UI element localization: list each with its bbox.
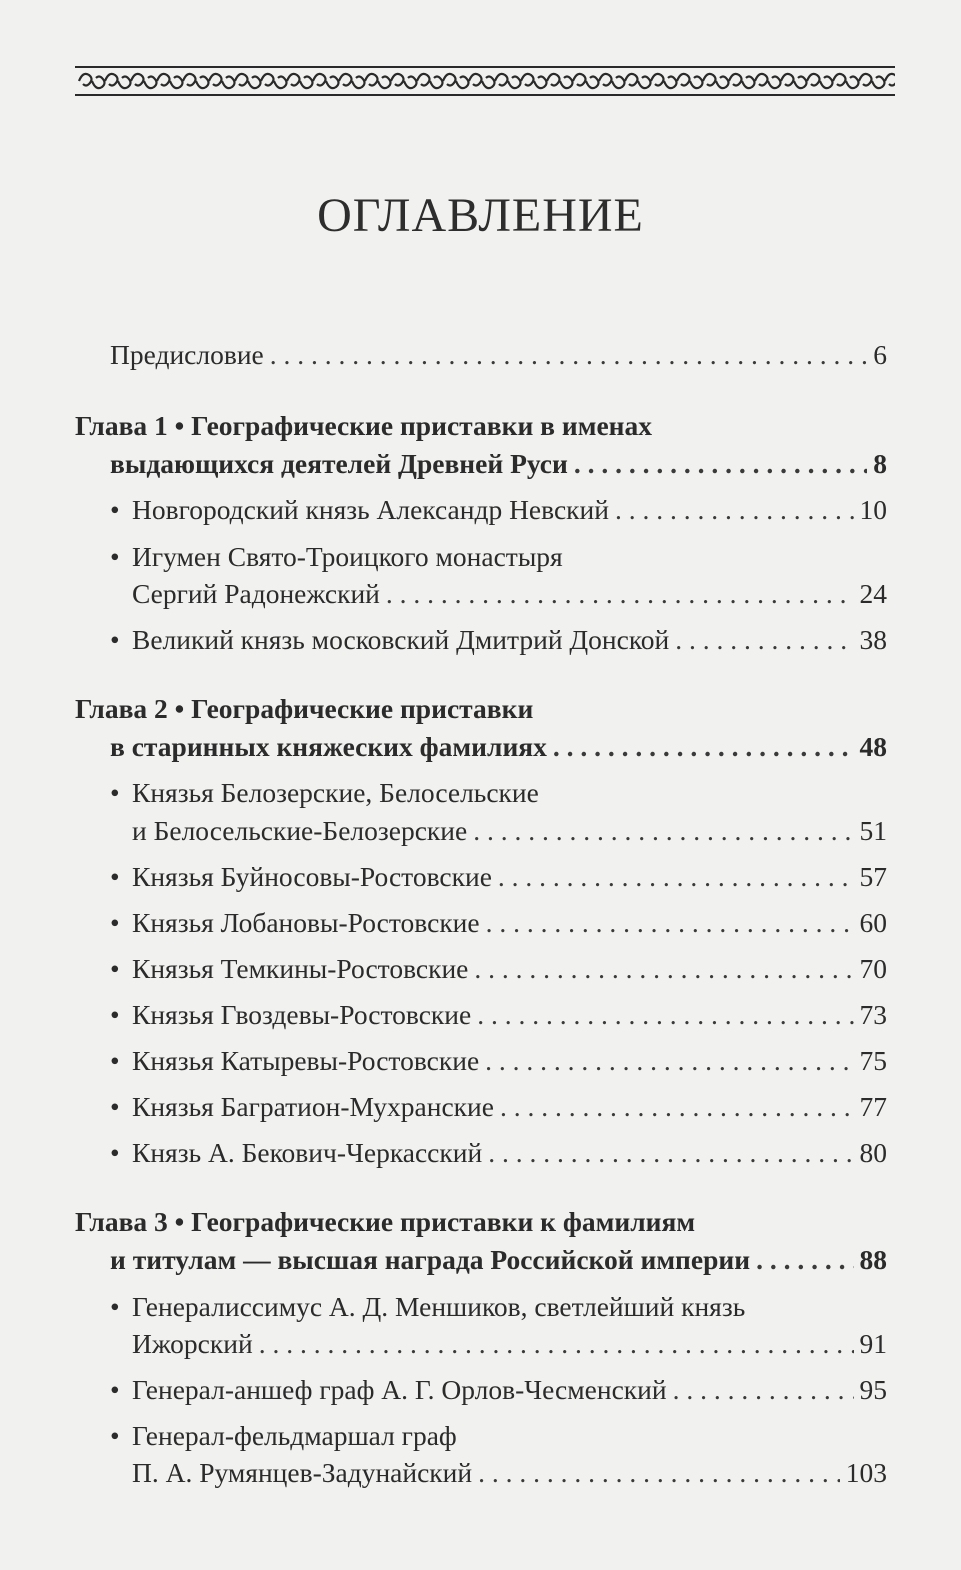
dot-leader xyxy=(270,338,868,372)
entry-text: Князья Багратион-Мухранские xyxy=(132,1091,494,1122)
bullet-icon: • xyxy=(110,999,120,1030)
toc-entry xyxy=(110,1090,887,1124)
bullet-icon: • xyxy=(110,1374,120,1405)
page-number: 57 xyxy=(859,861,887,892)
bullet-icon: • xyxy=(110,953,120,984)
dot-leader xyxy=(673,1373,854,1407)
entry-title xyxy=(110,860,492,894)
toc-entry-line: • Игумен Свято-Троицкого монастыря xyxy=(110,541,563,572)
toc-entry-line: • Генерал-фельдмаршал граф xyxy=(110,1420,457,1451)
entry-text: и титулам — высшая награда Российской империи xyxy=(110,1244,751,1275)
dot-leader xyxy=(675,623,853,657)
bullet-icon: • xyxy=(110,1420,120,1451)
dot-leader xyxy=(486,906,854,940)
entry-title xyxy=(110,906,480,940)
entry-title xyxy=(110,730,547,764)
page-number: 51 xyxy=(859,815,887,846)
entry-text: Великий князь московский Дмитрий Донской xyxy=(132,624,670,655)
page-number: 88 xyxy=(859,1244,887,1275)
dot-leader xyxy=(498,860,854,894)
toc-entry xyxy=(110,998,887,1032)
entry-title xyxy=(132,1327,253,1361)
page-number: 73 xyxy=(859,999,887,1030)
bullet-icon: • xyxy=(110,1137,120,1168)
entry-title xyxy=(110,623,669,657)
entry-text: Предисловие xyxy=(110,339,264,370)
toc-entry-line: • Князья Белозерские, Белосельские xyxy=(110,777,539,808)
toc-entry xyxy=(110,623,887,657)
toc-entry xyxy=(132,1327,887,1361)
entry-title xyxy=(110,1090,494,1124)
entry-title xyxy=(110,1373,667,1407)
entry-text: Ижорский xyxy=(132,1328,253,1359)
dot-leader xyxy=(474,952,853,986)
dot-leader xyxy=(386,577,854,611)
dot-leader xyxy=(500,1090,854,1124)
toc-entry xyxy=(110,952,887,986)
toc-entry-preface xyxy=(110,338,887,372)
entry-text: выдающихся деятелей Древней Руси xyxy=(110,448,568,479)
entry-title xyxy=(110,998,471,1032)
chapter-heading-entry xyxy=(110,1243,887,1277)
dot-leader xyxy=(477,998,853,1032)
bullet-icon: • xyxy=(110,1291,120,1322)
entry-text: Новгородский князь Александр Невский xyxy=(132,494,609,525)
entry-text: Князья Лобановы-Ростовские xyxy=(132,907,480,938)
page-number: 6 xyxy=(873,339,887,370)
entry-text: Князья Гвоздевы-Ростовские xyxy=(132,999,472,1030)
page-number: 70 xyxy=(859,953,887,984)
entry-text: Генерал-аншеф граф А. Г. Орлов-Чесменский xyxy=(132,1374,667,1405)
bullet-icon: • xyxy=(110,907,120,938)
bullet-icon: • xyxy=(110,777,120,808)
page-number: 8 xyxy=(873,448,887,479)
bullet-icon: • xyxy=(110,1045,120,1076)
entry-text: Князья Буйносовы-Ростовские xyxy=(132,861,492,892)
entry-text: в старинных княжеских фамилиях xyxy=(110,731,547,762)
chapter-heading-line: Глава 2 • Географические приставки xyxy=(75,693,534,724)
bullet-icon: • xyxy=(110,541,120,572)
page-number: 77 xyxy=(859,1091,887,1122)
toc-entry-line: • Генералиссимус А. Д. Меншиков, светлейший князь xyxy=(110,1291,746,1322)
entry-title xyxy=(110,493,609,527)
toc-entry xyxy=(132,814,887,848)
toc-entry xyxy=(110,860,887,894)
chapter-heading-entry xyxy=(110,447,887,481)
bullet-icon: • xyxy=(110,624,120,655)
toc-entry xyxy=(110,493,887,527)
page-number: 103 xyxy=(845,1457,887,1488)
dot-leader xyxy=(478,1456,840,1490)
entry-text: Князья Катыревы-Ростовские xyxy=(132,1045,480,1076)
page-number: 24 xyxy=(859,578,887,609)
entry-title xyxy=(132,1456,472,1490)
entry-title xyxy=(132,814,467,848)
page-number: 91 xyxy=(859,1328,887,1359)
entry-text: П. А. Румянцев-Задунайский xyxy=(132,1457,473,1488)
bullet-icon: • xyxy=(110,861,120,892)
page-number: 38 xyxy=(859,624,887,655)
page-number: 60 xyxy=(859,907,887,938)
dot-leader xyxy=(615,493,854,527)
toc-entry xyxy=(110,1044,887,1078)
page-number: 80 xyxy=(859,1137,887,1168)
page-number: 75 xyxy=(859,1045,887,1076)
entry-text: Князья Темкины-Ростовские xyxy=(132,953,469,984)
entry-title xyxy=(110,338,264,372)
toc-entry xyxy=(110,1136,887,1170)
entry-text: Князь А. Бекович-Черкасский xyxy=(132,1137,483,1168)
bullet-icon: • xyxy=(110,494,120,525)
entry-title xyxy=(110,952,468,986)
chapter-heading-entry xyxy=(110,730,887,764)
bullet-icon: • xyxy=(110,1091,120,1122)
chapter-heading-line: Глава 1 • Географические приставки в именах xyxy=(75,410,653,441)
entry-title xyxy=(110,1136,482,1170)
entry-title xyxy=(132,577,380,611)
dot-leader xyxy=(574,447,867,481)
entry-text: Сергий Радонежский xyxy=(132,578,380,609)
toc-entry xyxy=(132,577,887,611)
entry-title xyxy=(110,1243,750,1277)
dot-leader xyxy=(553,730,854,764)
toc-entry xyxy=(110,1373,887,1407)
dot-leader xyxy=(473,814,853,848)
chapter-heading-line: Глава 3 • Географические приставки к фамилиям xyxy=(75,1206,696,1237)
entry-title xyxy=(110,447,568,481)
toc-entry xyxy=(132,1456,887,1490)
page-title: ОГЛАВЛЕНИЕ xyxy=(317,189,644,242)
dot-leader xyxy=(259,1327,854,1361)
page-number: 10 xyxy=(859,494,887,525)
page-number: 48 xyxy=(859,731,887,762)
dot-leader xyxy=(485,1044,853,1078)
toc-entry xyxy=(110,906,887,940)
entry-title xyxy=(110,1044,479,1078)
dot-leader xyxy=(756,1243,853,1277)
dot-leader xyxy=(488,1136,853,1170)
entry-text: и Белосельские-Белозерские xyxy=(132,815,468,846)
page-number: 95 xyxy=(859,1374,887,1405)
